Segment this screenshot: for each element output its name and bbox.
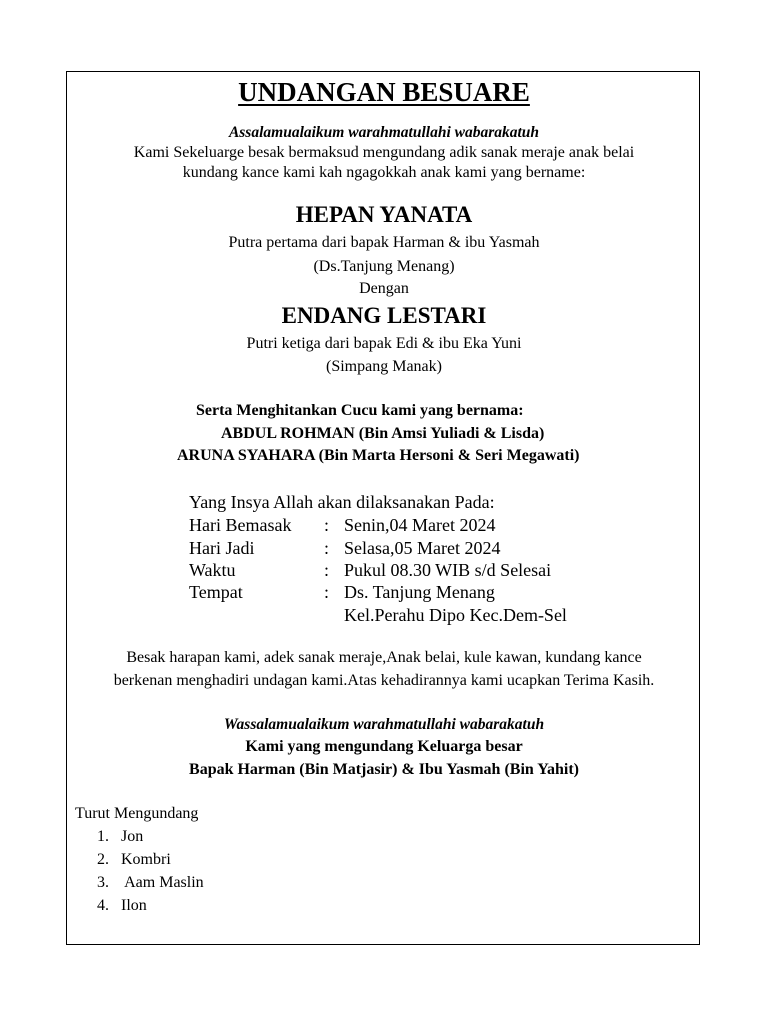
- co-inviter-name: Kombri: [121, 851, 171, 868]
- groom-origin: (Ds.Tanjung Menang): [313, 258, 455, 275]
- intro-line-1: Kami Sekeluarge besak bermaksud mengundang adik sanak meraje anak belai: [133, 144, 635, 161]
- schedule-value-place: Ds. Tanjung Menang: [344, 582, 495, 602]
- co-inviters-title: Turut Mengundang: [75, 805, 199, 822]
- co-inviter-name: Aam Maslin: [121, 874, 204, 891]
- schedule-colon: :: [324, 538, 330, 558]
- schedule-label-place: Tempat: [189, 582, 243, 602]
- bride-name: ENDANG LESTARI: [281, 303, 487, 328]
- closing-greeting: Wassalamualaikum warahmatullahi wabarakatuh: [223, 716, 545, 733]
- host-line-1: Kami yang mengundang Keluarga besar: [245, 738, 523, 755]
- hope-line-2: berkenan menghadiri undagan kami.Atas kehadirannya kami ucapkan Terima Kasih.: [113, 672, 655, 689]
- opening-greeting: Assalamualaikum warahmatullahi wabarakatuh: [228, 124, 540, 141]
- schedule-label-time: Waktu: [189, 560, 236, 580]
- schedule-value-time: Pukul 08.30 WIB s/d Selesai: [344, 560, 552, 580]
- schedule-intro: Yang Insya Allah akan dilaksanakan Pada:: [189, 492, 495, 512]
- bride-origin: (Simpang Manak): [326, 358, 442, 375]
- groom-parents: Putra pertama dari bapak Harman & ibu Yasmah: [228, 234, 540, 251]
- schedule-colon: :: [324, 560, 330, 580]
- invitation-title: UNDANGAN BESUARE: [238, 77, 530, 107]
- schedule-value-main-day: Selasa,05 Maret 2024: [344, 538, 501, 558]
- grandchild-1: ABDUL ROHMAN (Bin Amsi Yuliadi & Lisda): [221, 425, 545, 442]
- schedule-colon: :: [324, 582, 330, 602]
- schedule-label-cooking-day: Hari Bemasak: [189, 515, 292, 535]
- connector-text: Dengan: [359, 280, 409, 297]
- grandchild-2: ARUNA SYAHARA (Bin Marta Hersoni & Seri Megawati): [177, 447, 580, 464]
- intro-line-2: kundang kance kami kah ngagokkah anak kami yang bername:: [182, 164, 586, 181]
- hope-line-1: Besak harapan kami, adek sanak meraje,Anak belai, kule kawan, kundang kance: [126, 649, 642, 666]
- bride-parents: Putri ketiga dari bapak Edi & ibu Eka Yuni: [246, 335, 522, 352]
- co-inviter-number: 3.: [97, 874, 109, 891]
- co-inviter-number: 4.: [97, 897, 109, 914]
- co-inviter-name: Ilon: [121, 897, 147, 914]
- host-line-2: Bapak Harman (Bin Matjasir) & Ibu Yasmah (Bin Yahit): [189, 761, 579, 778]
- co-inviter-name: Jon: [121, 828, 144, 845]
- co-inviter-number: 1.: [97, 828, 109, 845]
- schedule-value-place-line-2: Kel.Perahu Dipo Kec.Dem-Sel: [344, 605, 567, 625]
- groom-name: HEPAN YANATA: [295, 202, 473, 227]
- schedule-colon: :: [324, 515, 330, 535]
- co-inviter-number: 2.: [97, 851, 109, 868]
- circumcision-intro: Serta Menghitankan Cucu kami yang bernama:: [196, 402, 524, 419]
- schedule-value-cooking-day: Senin,04 Maret 2024: [344, 515, 496, 535]
- schedule-label-main-day: Hari Jadi: [189, 538, 255, 558]
